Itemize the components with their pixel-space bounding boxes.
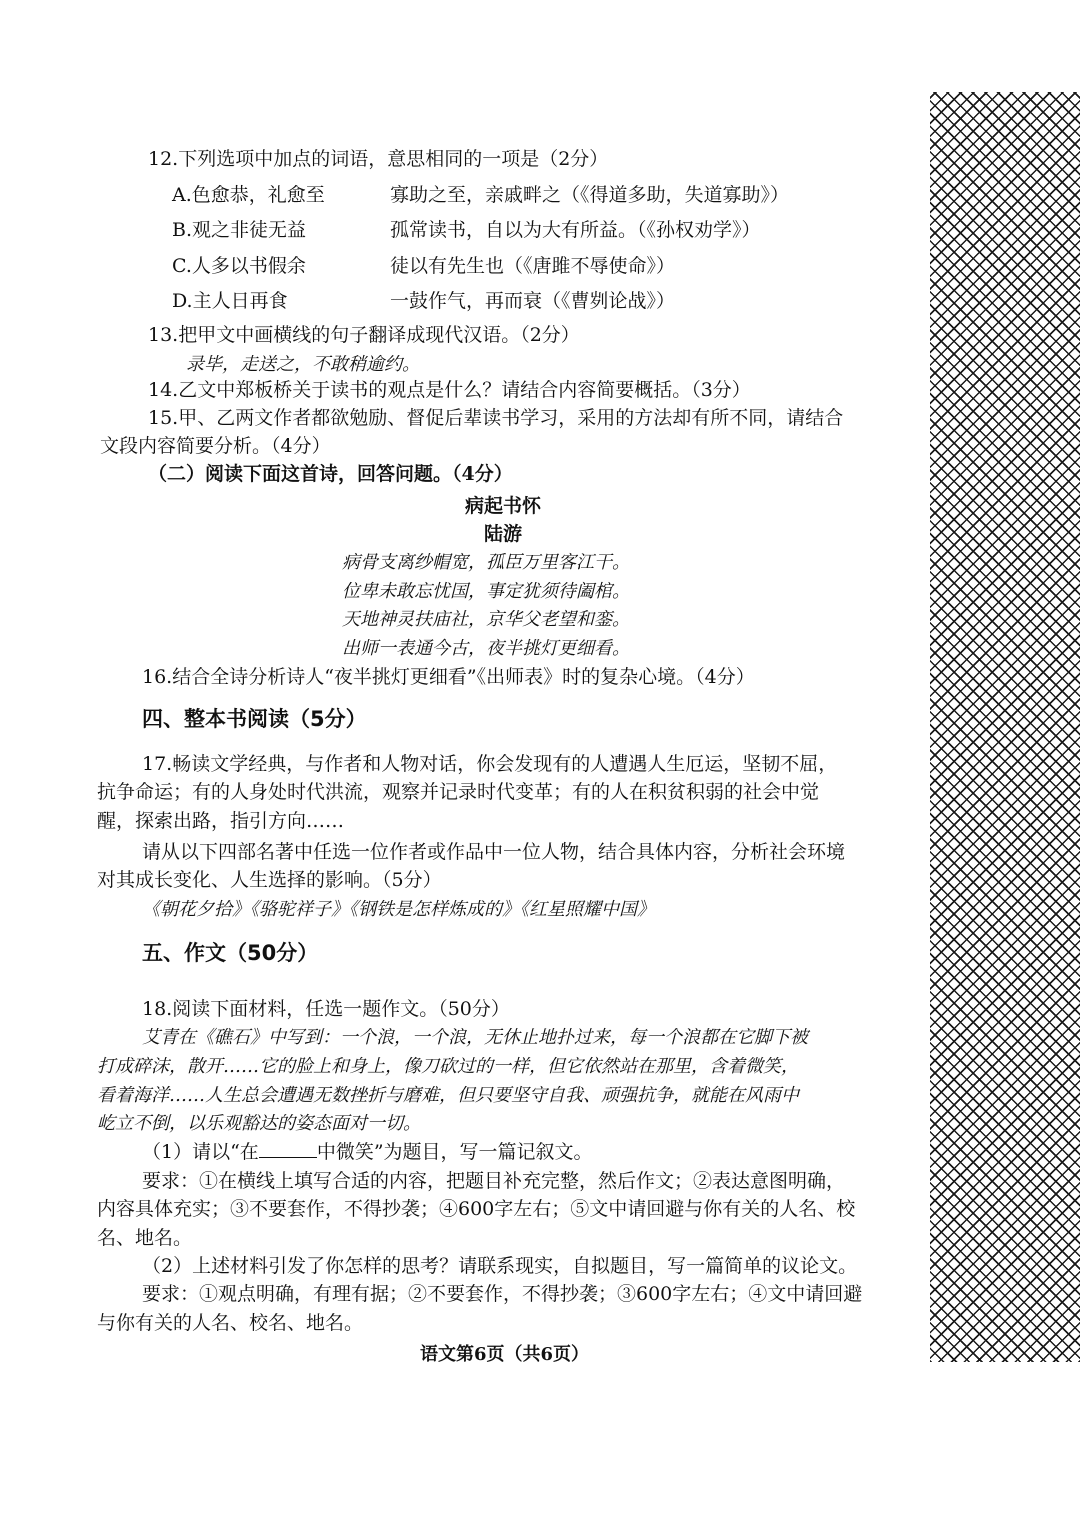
- q18-req2-line-1: 要求：①观点明确，有理有据；②不要套作，不得抄袭；③600字左右；④文中请回避: [142, 1283, 863, 1305]
- q18-stem: 18.阅读下面材料，任选一题作文。（50分）: [142, 998, 510, 1020]
- poem-line-4: 出师一表通今古，夜半挑灯更细看。: [342, 638, 630, 659]
- poem-title: 病起书怀: [465, 495, 542, 517]
- q12-option-a-right: 寡助之至，亲戚畔之（《得道多助，失道寡助》）: [390, 184, 790, 206]
- q12-option-c-left: C.人多以书假余: [172, 255, 306, 277]
- q13-sentence: 录毕，走送之，不敢稍逾约。: [186, 354, 420, 375]
- poem-line-3: 天地神灵扶庙社，京华父老望和銮。: [342, 609, 630, 630]
- q18-material-line-1: 艾青在《礁石》中写到：一个浪，一个浪，无休止地扑过来，每一个浪都在它脚下被: [142, 1027, 808, 1048]
- q18-req1-line-1: 要求：①在横线上填写合适的内容，把题目补充完整，然后作文；②表达意图明确，: [142, 1170, 846, 1192]
- section5-heading: 五、作文（50分）: [142, 941, 319, 965]
- q12-option-c-right: 徒以有先生也（《唐雎不辱使命》）: [390, 255, 676, 277]
- q14-stem: 14.乙文中郑板桥关于读书的观点是什么？请结合内容简要概括。（3分）: [148, 379, 751, 401]
- page-footer: 语文第6页（共6页）: [420, 1344, 590, 1365]
- q18-task2: （2）上述材料引发了你怎样的思考？请联系现实，自拟题目，写一篇简单的议论文。: [142, 1255, 858, 1277]
- poem-line-1: 病骨支离纱帽宽，孤臣万里客江干。: [342, 552, 630, 573]
- part2-heading: （二）阅读下面这首诗，回答问题。（4分）: [148, 463, 513, 485]
- q17-task-line-2: 对其成长变化、人生选择的影响。（5分）: [97, 869, 442, 891]
- poem-line-2: 位卑未敢忘忧国，事定犹须待阖棺。: [342, 581, 630, 602]
- title-blank: [259, 1139, 317, 1158]
- q18-req2-line-2: 与你有关的人名、校名、地名。: [97, 1312, 364, 1334]
- q16-stem: 16.结合全诗分析诗人“夜半挑灯更细看”《出师表》时的复杂心境。（4分）: [142, 666, 755, 688]
- q18-task1: [142, 1139, 593, 1165]
- q18-req1-line-3: 名、地名。: [97, 1227, 193, 1249]
- q18-req1-line-2: 内容具体充实；③不要套作，不得抄袭；④600字左右；⑤文中请回避与你有关的人名、校: [97, 1198, 856, 1220]
- q18-material-line-3: 看着海洋……人生总会遭遇无数挫折与磨难，但只要坚守自我、顽强抗争，就能在风雨中: [97, 1085, 799, 1106]
- q12-option-a-left: A.色愈恭，礼愈至: [172, 184, 325, 206]
- q15-line1: 15.甲、乙两文作者都欲勉励、督促后辈读书学习，采用的方法却有所不同，请结合: [148, 407, 844, 429]
- q18-material-line-2: 打成碎沫，散开……它的脸上和身上，像刀砍过的一样，但它依然站在那里，含着微笑，: [97, 1056, 799, 1077]
- q17-line-2: 抗争命运；有的人身处时代洪流，观察并记录时代变革；有的人在积贫积弱的社会中觉: [97, 781, 820, 803]
- q15-line2: 文段内容简要分析。（4分）: [100, 435, 331, 457]
- section4-heading: 四、整本书阅读（5分）: [142, 707, 367, 731]
- q12-option-d-left: D.主人日再食: [172, 290, 288, 312]
- task1-prefix: （1）请以“在: [142, 1141, 259, 1163]
- q12-option-d-right: 一鼓作气，再而衰（《曹刿论战》）: [390, 290, 676, 312]
- task1-suffix: 中微笑”为题目，写一篇记叙文。: [316, 1141, 593, 1163]
- q17-book-list: 《朝花夕拾》《骆驼祥子》《钢铁是怎样炼成的》《红星照耀中国》: [142, 899, 655, 920]
- q12-option-b-left: B.观之非徒无益: [172, 219, 307, 241]
- poem-author: 陆游: [484, 523, 523, 545]
- q17-line-1: 17.畅读文学经典，与作者和人物对话，你会发现有的人遭遇人生厄运，坚韧不屈，: [142, 753, 838, 775]
- q17-line-3: 醒，探索出路，指引方向……: [97, 810, 345, 832]
- crosshatch-margin: [930, 92, 1080, 1362]
- q18-material-line-4: 屹立不倒，以乐观豁达的姿态面对一切。: [97, 1113, 421, 1134]
- q12-stem: 12.下列选项中加点的词语，意思相同的一项是（2分）: [148, 148, 609, 170]
- q13-stem: 13.把甲文中画横线的句子翻译成现代汉语。（2分）: [148, 324, 580, 346]
- q12-option-b-right: 孤常读书，自以为大有所益。（《孙权劝学》）: [390, 219, 761, 241]
- q17-task-line-1: 请从以下四部名著中任选一位作者或作品中一位人物，结合具体内容，分析社会环境: [142, 841, 846, 863]
